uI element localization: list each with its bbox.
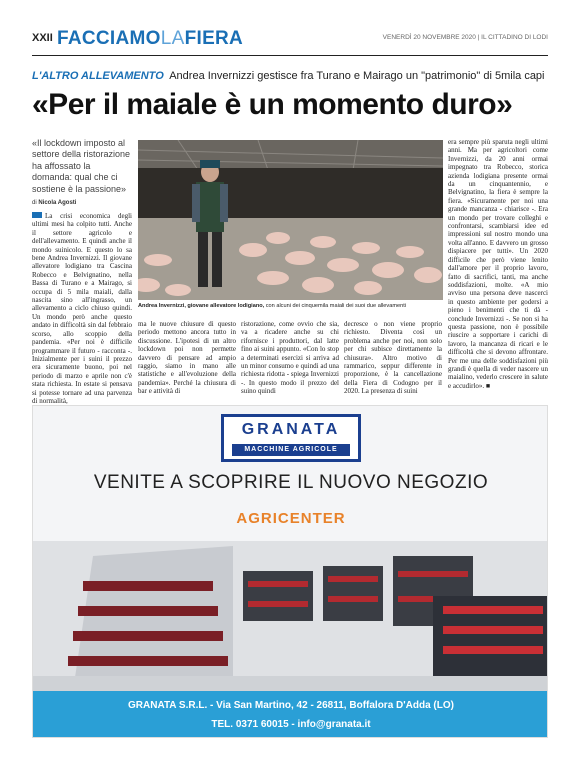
section-title-part-3: FIERA (184, 28, 244, 49)
caption-text: con alcuni dei cinquemila maiali dei suoi due allevamenti (264, 303, 406, 309)
section-title (57, 28, 243, 50)
photo-caption (138, 303, 443, 309)
column-1-text: La crisi economica degli ultimi mesi ha colpito tutti. Anche il settore agricolo e dell'allevamento. E quindi anche il mondo suinicolo. E questo lo sa bene Andrea Invernizzi. Il giovane allevatore lodigiano tra Cascina Robecco e Belvignatino, nella Bassa di Turano e a Mairago, si occupa di 5 mila maiali, dalla nascita sino all'ingrasso, un allevamento a ciclo chiuso quindi. Un mondo però anche questo andato in difficoltà sin dal febbraio scorso, allo scoppio della pandemia. «Per noi è difficile programmare il futuro - racconta -. Inizialmente per i suini il prezzo era sicuramente buono, poi nel periodo di marzo e aprile non c'è stata richiesta. In estate si pensava si potesse tornare ad una parvenza di normalità, (32, 212, 132, 405)
article-headline: «Per il maiale è un momento duro» (32, 88, 513, 121)
byline-prefix: di (32, 200, 37, 206)
kicker-text: Andrea Invernizzi gestisce fra Turano e Mairago un "patrimonio" di 5mila capi (169, 70, 545, 82)
article-column-4: decresce o non viene proprio richiesto. Diventa così un problema anche per noi, non solo per chi subisce direttamente la chiusura». Altro motivo di rammarico, seppur differente in proporzione, è la cancellazione della Fiera di Codogno per il 2020. La presenza di suini (344, 320, 442, 396)
pig-farm-image (138, 140, 443, 300)
ad-footer (33, 691, 548, 738)
article-kicker (32, 70, 552, 82)
ad-contact: TEL. 0371 60015 - info@granata.it (211, 719, 371, 730)
article-column-1 (32, 212, 132, 405)
ad-address: GRANATA S.R.L. - Via San Martino, 42 - 26811, Boffalora D'Adda (LO) (128, 700, 454, 711)
advertisement (32, 405, 548, 738)
article-column-3: ristorazione, come ovvio che sia, va a ricadere anche su chi rifornisce i produttori, dal latte fino ai suini appunto. «Con lo stop a determinati esercizi si arriva ad un minor consumo e quindi ad una richiesta ridotta - spiega Invernizzi -. In questo modo il prezzo del suino quindi (241, 320, 339, 396)
header-divider (32, 55, 548, 56)
article-photo (138, 140, 443, 300)
issue-date: VENERDÌ 20 NOVEMBRE 2020 | IL CITTADINO DI LODI (382, 34, 548, 41)
kicker-label: L'ALTRO ALLEVAMENTO (32, 70, 164, 82)
brand-subtitle: MACCHINE AGRICOLE (232, 444, 350, 456)
ad-headline: VENITE A SCOPRIRE IL NUOVO NEGOZIO (93, 472, 489, 493)
caption-bold: Andrea Invernizzi, giovane allevatore lodigiano, (138, 303, 265, 309)
article-column-2: ma le nuove chiusure di questo periodo mettono ancora tutto in discussione. L'ipotesi di un altro lockdown poi non permette davvero di pensare ad ampio raggio, siamo in mano alle statistiche e all'evoluzione della pandemia». Perché la chiusura di bar e attività di (138, 320, 236, 396)
section-title-part-1: FACCIAMO (57, 28, 161, 49)
byline (32, 200, 76, 206)
brand-name: GRANATA (241, 421, 341, 438)
store-name: AGRICENTER (236, 510, 346, 527)
page-number: XXII (32, 32, 53, 44)
pull-quote: «Il lockdown imposto al settore della ristorazione ha affossato la domanda: qual che ci sostiene è la passione» (32, 138, 131, 194)
page-header (32, 28, 548, 52)
granata-logo (221, 414, 361, 462)
agricenter-logo (213, 510, 369, 532)
lead-marker (32, 212, 42, 218)
section-title-part-2: LA (160, 28, 185, 49)
article-column-5: era sempre più sparuta negli ultimi anni. Ma per agricoltori come Invernizzi, da 20 anni ormai impegnato tra Robecco, storica azienda lodigiana presente ormai da un cinquantennio, e Belvignatino, la fiera è sempre la fiera. «Sicuramente per noi una grande mancanza - chiarisce -. Era un mondo per trovare colleghi e confrontarsi, scambiarsi idee ed impressioni sul nostro mondo una volta all'anno. E davvero un grosso dispiacere per tutti». Un 2020 difficile che però viene lenito dall'amore per il proprio lavoro, fatto di sacrifici, tanti, ma anche soddisfazioni, molte. «A mio avviso una persona deve nascerci in questo ambiente per godersi a pieno i benimenti che ti dà - conclude Invernizzi -. Se non si ha questa passione, non è possibile riuscire a sopportare i carichi di lavoro, la mancanza di ricari e le difficoltà che si devono affrontare. Per me una delle soddisfazioni più grandi è quella di veder nascere un maialino, vederlo crescere in salute e accudirlo». ■ (448, 138, 548, 390)
byline-author: Nicola Agosti (38, 200, 77, 206)
